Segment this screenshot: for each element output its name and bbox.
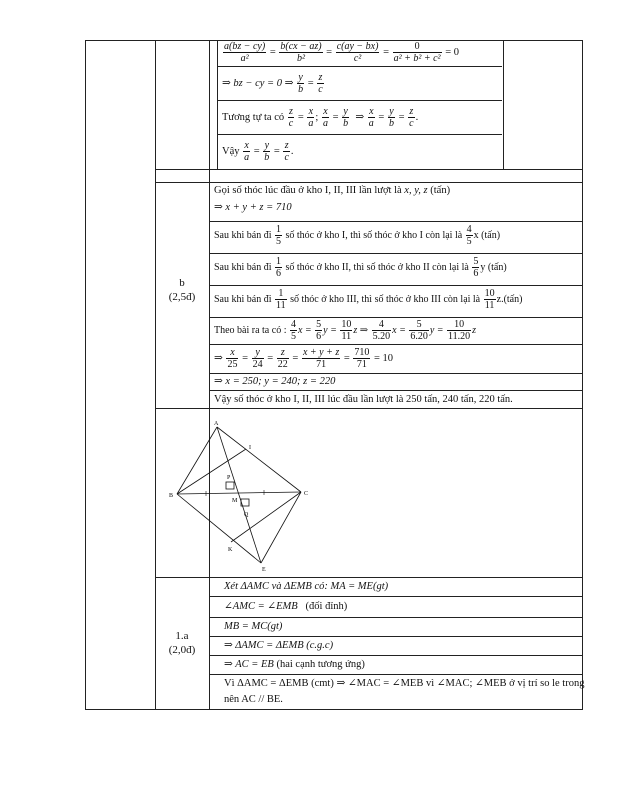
- part-b-line-2: ⇒ x + y + z = 710: [214, 202, 292, 213]
- segment-CK: [231, 492, 301, 542]
- part-1a-row-1: Xét ΔAMC và ΔEMB có: MA = ME(gt): [224, 581, 389, 592]
- part-1a-row-6: Vì ΔAMC = ΔEMB (cmt) ⇒ ∠MAC = ∠MEB vì ∠MAC; ∠MEB ở vị trí so le trong: [224, 678, 585, 689]
- segment-AE: [217, 427, 261, 563]
- part-b-label: b (2,5đ): [168, 277, 196, 303]
- label-A: A: [214, 421, 219, 427]
- segment-CE: [261, 492, 301, 563]
- equation-step-3: Tương tự ta có $\frac{z}{c}$ = $\frac{x}{a}$ ; $\frac{x}{a}$ = $\frac{y}{b}$ ⇒ $\frac{x}{a}$ = $\frac{y}{b}$ = $\frac{z}{c}$ .: [222, 106, 419, 129]
- solution-table: [85, 40, 583, 710]
- row-divider: [217, 100, 502, 101]
- geometry-figure: [166, 416, 316, 576]
- row-divider: [209, 253, 582, 254]
- inner-left-border: [217, 41, 218, 169]
- inner-right-border: [503, 41, 504, 169]
- segment-AB: [177, 427, 217, 494]
- right-angle-mark-P: [226, 482, 234, 489]
- row-divider: [209, 596, 582, 597]
- row-divider: [209, 317, 582, 318]
- part-b-line-1: Gọi số thóc lúc đầu ở kho I, II, III lần lượt là x, y, z (tấn): [214, 185, 451, 196]
- part-1a-row-7: nên AC // BE.: [224, 694, 283, 705]
- part-b-line-8: ⇒ x = 250; y = 240; z = 220: [214, 376, 336, 387]
- part-1a-row-4: ⇒ ΔAMC = ΔEMB (c.g.c): [224, 640, 334, 651]
- part-b-conclusion: Vậy số thóc ở kho I, II, III lúc đầu lần lượt là 250 tấn, 240 tấn, 220 tấn.: [214, 394, 513, 405]
- row-divider: [209, 373, 582, 374]
- segment-BE: [177, 494, 261, 563]
- part-1a-label: 1.a (2,0đ): [168, 630, 196, 656]
- row-divider: [217, 134, 502, 135]
- section-divider: [155, 408, 582, 409]
- segment-BC: [177, 492, 301, 494]
- row-divider: [209, 617, 582, 618]
- label-I: I: [249, 445, 251, 451]
- section-divider: [155, 577, 582, 578]
- label-M: M: [232, 498, 238, 504]
- label-Q: Q: [244, 512, 249, 518]
- part-b-line-7: ⇒ $\frac{x}{25}$ = $\frac{y}{24}$ = $\frac{z}{22}$ = $\frac{x + y + z}{71}$ = $\frac{710}{71}$ = 10: [214, 347, 394, 370]
- equation-conclusion: Vậy $\frac{x}{a}$ = $\frac{y}{b}$ = $\frac{z}{c}$ .: [222, 140, 294, 163]
- part-b-line-6: Theo bài ra ta có : $\frac{4}{5}$ x = $\frac{5}{6}$ y = $\frac{10}{11}$ z ⇒ $\frac{4}{5.20}$ x = $\frac{5}{6.20}$ y = $\frac{10}{11.20}$ z: [214, 319, 477, 342]
- section-divider: [155, 169, 582, 170]
- label-P: P: [227, 475, 231, 481]
- row-divider: [209, 636, 582, 637]
- equation-step-2: ⇒ bz − cy = 0 ⇒ $\frac{y}{b}$ = $\frac{z}{c}$: [222, 72, 323, 95]
- row-divider: [209, 285, 582, 286]
- row-divider: [209, 344, 582, 345]
- label-K: K: [228, 547, 233, 553]
- part-b-line-3: Sau khi bán đi $\frac{1}{5}$ số thóc ở kho I, thì số thóc ở kho I còn lại là $\frac{4}{5}$ x (tấn): [214, 224, 501, 247]
- column-divider-1: [155, 41, 156, 709]
- row-divider: [209, 221, 582, 222]
- section-divider: [155, 182, 582, 183]
- label-E: E: [262, 567, 266, 573]
- row-divider: [209, 674, 582, 675]
- label-C: C: [304, 491, 309, 497]
- part-1a-row-5: ⇒ AC = EB (hai cạnh tương ứng): [224, 659, 365, 670]
- row-divider: [209, 390, 582, 391]
- row-divider: [209, 655, 582, 656]
- part-1a-row-3: MB = MC(gt): [224, 621, 283, 632]
- label-B: B: [169, 493, 174, 499]
- segment-BI: [177, 449, 246, 494]
- equation-ratio-chain: $\frac{a(bz - cy)}{\text{a²}}$ = $\frac{b(cx - az)}{\text{b²}}$ = $\frac{c(ay - bx)}{\text{c²}}$ = $\frac{0}{\text{a² + b² + c²}}$ = 0: [224, 41, 459, 64]
- part-1a-row-2: ∠AMC = ∠EMB (đối đỉnh): [224, 601, 348, 612]
- column-divider-2: [209, 41, 210, 709]
- part-b-line-4: Sau khi bán đi $\frac{1}{6}$ số thóc ở kho II, thì số thóc ở kho II còn lại là $\frac{5}{6}$ y (tấn): [214, 256, 507, 279]
- part-b-line-5: Sau khi bán đi $\frac{1}{11}$ số thóc ở kho III, thì số thóc ở kho III còn lại là $\frac{10}{11}$ z.(tấn): [214, 288, 523, 311]
- row-divider: [217, 66, 502, 67]
